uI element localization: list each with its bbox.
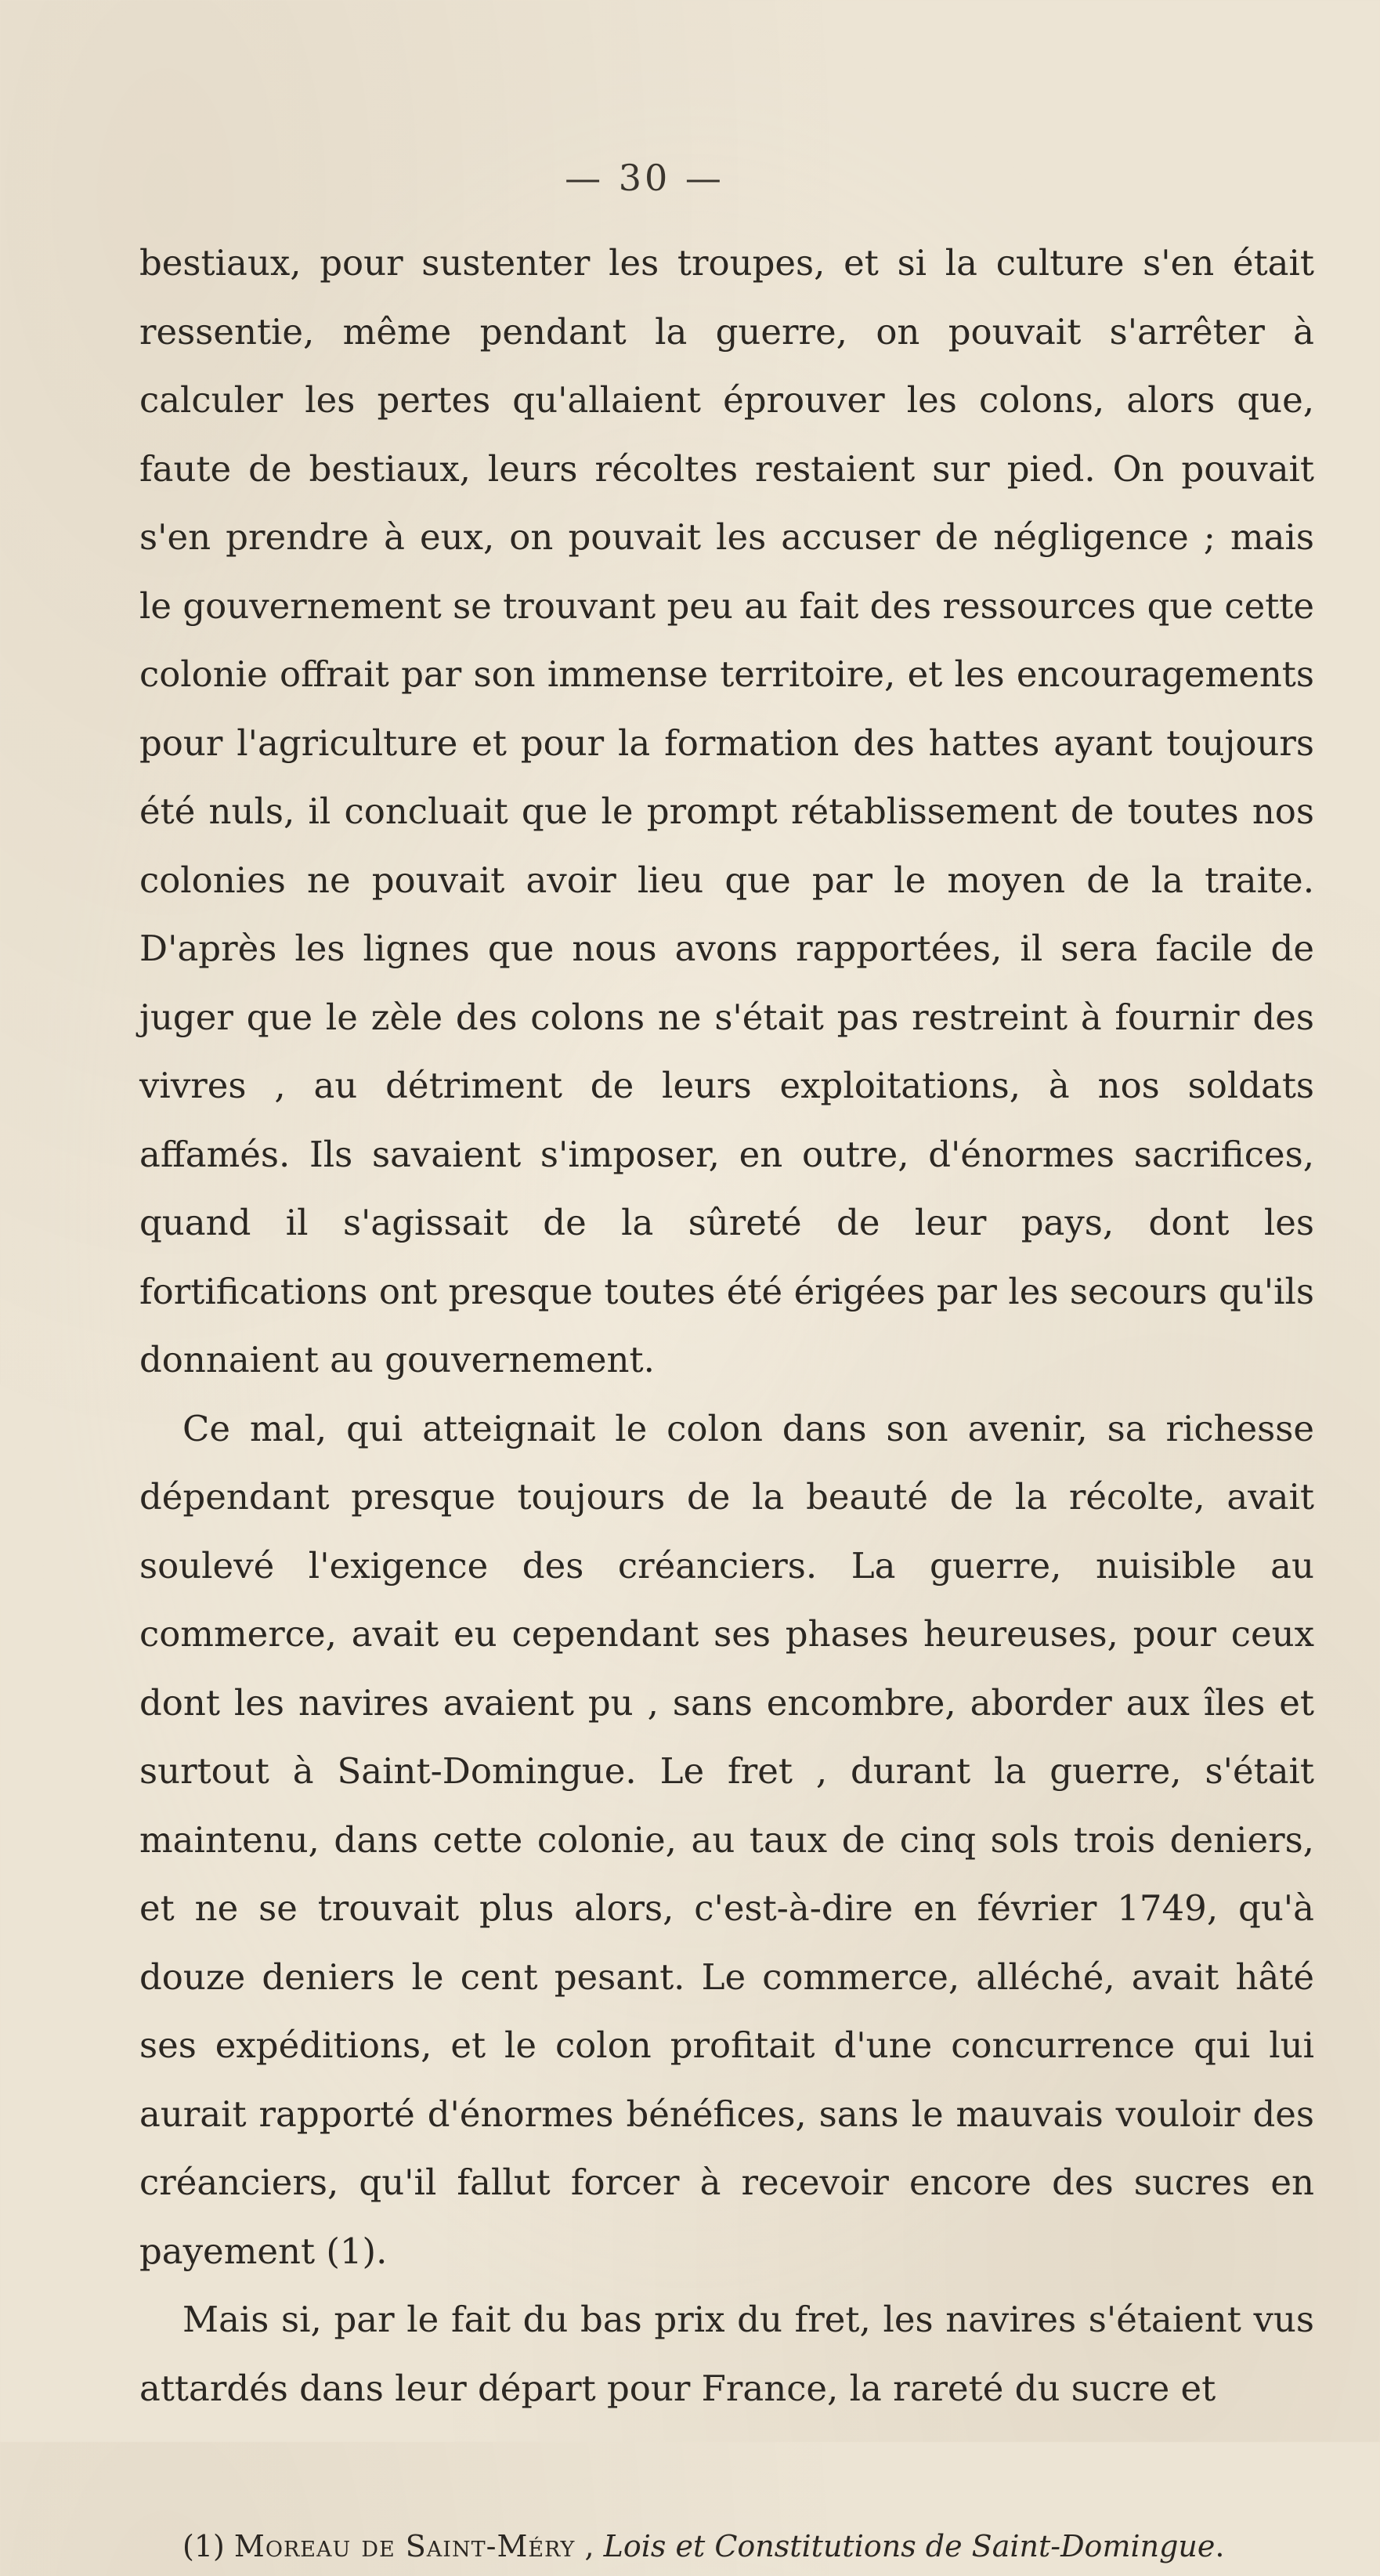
book-page — [139, 157, 1314, 2576]
footnote-marker: (1) — [182, 2529, 225, 2563]
footnote-end: . — [1215, 2529, 1225, 2563]
footnote-separator: , — [575, 2529, 604, 2563]
footnotes — [139, 2516, 1314, 2576]
footnote-author: Moreau de Saint-Méry — [233, 2529, 576, 2563]
footnote-title: Lois et Constitutions de Saint-Domingue — [603, 2529, 1216, 2563]
page-number: — 30 — — [565, 157, 724, 199]
paragraph: bestiaux, pour sustenter les troupes, et si la culture s'en était ressentie, même pendant la guerre, on pouvait s'arrêter à calculer les pertes qu'allaient éprouver les colons, alors que, faute de bestiaux, leurs récoltes restaient sur pied. On pouvait s'en prendre à eux, on pouvait les accuser de négligence ; mais le gouvernement se trouvant peu au fait des ressources que cette colonie offrait par son immense territoire, et les encouragements pour l'agriculture et pour la formation des hattes ayant toujours été nuls, il concluait que le prompt rétablissement de toutes nos colonies ne pouvait avoir lieu que par le moyen de la traite. D'après les lignes que nous avons rapportées, il sera facile de juger que le zèle des colons ne s'était pas restreint à fournir des vivres , au détriment de leurs exploitations, à nos soldats affamés. Ils savaient s'imposer, en outre, d'énormes sacrifices, quand il s'agissait de la sûreté de leur pays, dont les fortifications ont presque toutes été érigées par les secours qu'ils donnaient au gouvernement. — [139, 242, 1314, 1380]
paragraph: Ce mal, qui atteignait le colon dans son avenir, sa richesse dépendant presque toujours de la beauté de la récolte, avait soulevé l'exigence des créanciers. La guerre, nuisible au commerce, avait eu cependant ses phases heureuses, pour ceux dont les navires avaient pu , sans encombre, aborder aux îles et surtout à Saint-Domingue. Le fret , durant la guerre, s'était maintenu, dans cette colonie, au taux de cinq sols trois deniers, et ne se trouvait plus alors, c'est-à-dire en février 1749, qu'à douze deniers le cent pesant. Le commerce, alléché, avait hâté ses expéditions, et le colon profitait d'une concurrence qui lui aurait rapporté d'énormes bénéfices, sans le mauvais vouloir des créanciers, qu'il fallut forcer à recevoir encore des sucres en payement (1). — [139, 1407, 1314, 2272]
body-text — [139, 229, 1314, 2422]
footnote — [139, 2516, 1314, 2576]
paragraph: Mais si, par le fait du bas prix du fret, les navires s'étaient vus attardés dans leur départ pour France, la rareté du sucre et — [139, 2299, 1314, 2409]
